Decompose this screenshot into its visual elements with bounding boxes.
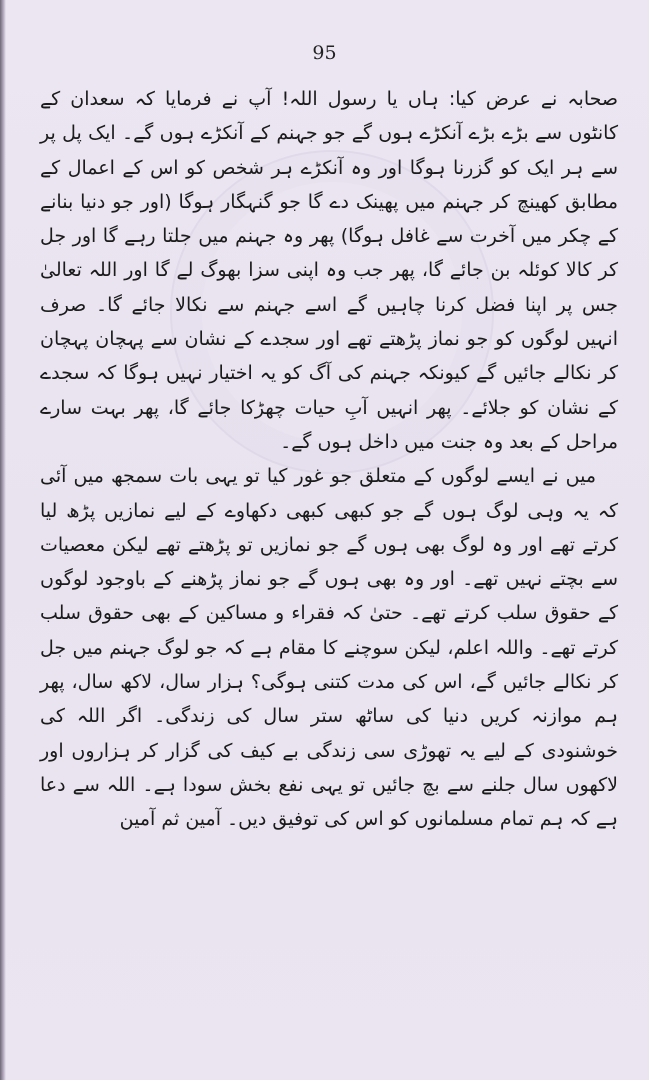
- paragraph-1: صحابہ نے عرض کیا: ہاں یا رسول اللہ! آپ نے فرمایا کہ سعدان کے کانٹوں سے بڑے بڑے آنکڑے ہوں گے جو جہنم کے آنکڑے ہوں گے۔ ایک پل پر سے ہر ایک کو گزرنا ہوگا اور وہ آنکڑے ہر شخص کو اس کے اعمال کے مطابق کھینچ کر جہنم میں پھینک دے گا جو گنہگار ہوگا (اور جو دنیا بنانے کے چکر میں آخرت سے غافل ہوگا) پھر وہ جہنم میں جلتا رہے گا اور جل کر کالا کوئلہ بن جائے گا، پھر جب وہ اپنی سزا بھوگ لے گا اور اللہ تعالیٰ جس پر اپنا فضل کرنا چاہیں گے اسے جہنم سے نکالا جائے گا۔ صرف انہیں لوگوں کو جو نماز پڑھتے تھے اور سجدے کے نشان سے پہچان پہچان کر نکالے جائیں گے کیونکہ جہنم کی آگ کو یہ اختیار نہیں ہوگا کہ سجدے کے نشان کو جلائے۔ پھر انہیں آبِ حیات چھڑکا جائے گا، پھر بہت سارے مراحل کے بعد وہ جنت میں داخل ہوں گے۔: [40, 88, 618, 453]
- page-number: 95: [312, 42, 337, 64]
- page-edge-shadow: [0, 0, 6, 1080]
- page-body-text: [40, 82, 618, 837]
- paragraph-2: میں نے ایسے لوگوں کے متعلق جو غور کیا تو یہی بات سمجھ میں آئی کہ یہ وہی لوگ ہوں گے جو کبھی کبھی دکھاوے کے لیے نمازیں پڑھ لیا کرتے تھے اور وہ لوگ بھی ہوں گے جو نمازیں تو پڑھتے تھے لیکن معصیات سے بچتے نہیں تھے۔ اور وہ بھی ہوں گے جو نماز پڑھنے کے باوجود لوگوں کے حقوق سلب کرتے تھے۔ حتیٰ کہ فقراء و مساکین کے بھی حقوق سلب کرتے تھے۔ واللہ اعلم، لیکن سوچنے کا مقام ہے کہ جو لوگ جہنم میں جل کر نکالے جائیں گے، اس کی مدت کتنی ہوگی؟ ہزار سال، لاکھ سال، پھر ہم موازنہ کریں دنیا کی ساٹھ ستر سال کی زندگی۔ اگر اللہ کی خوشنودی کے لیے یہ تھوڑی سی زندگی بے کیف کی گزار کر ہزاروں اور لاکھوں سال جلنے سے بچ جائیں تو یہی نفع بخش سودا ہے۔ اللہ سے دعا ہے کہ ہم تمام مسلمانوں کو اس کی توفیق دیں۔ آمین ثم آمین: [40, 465, 618, 831]
